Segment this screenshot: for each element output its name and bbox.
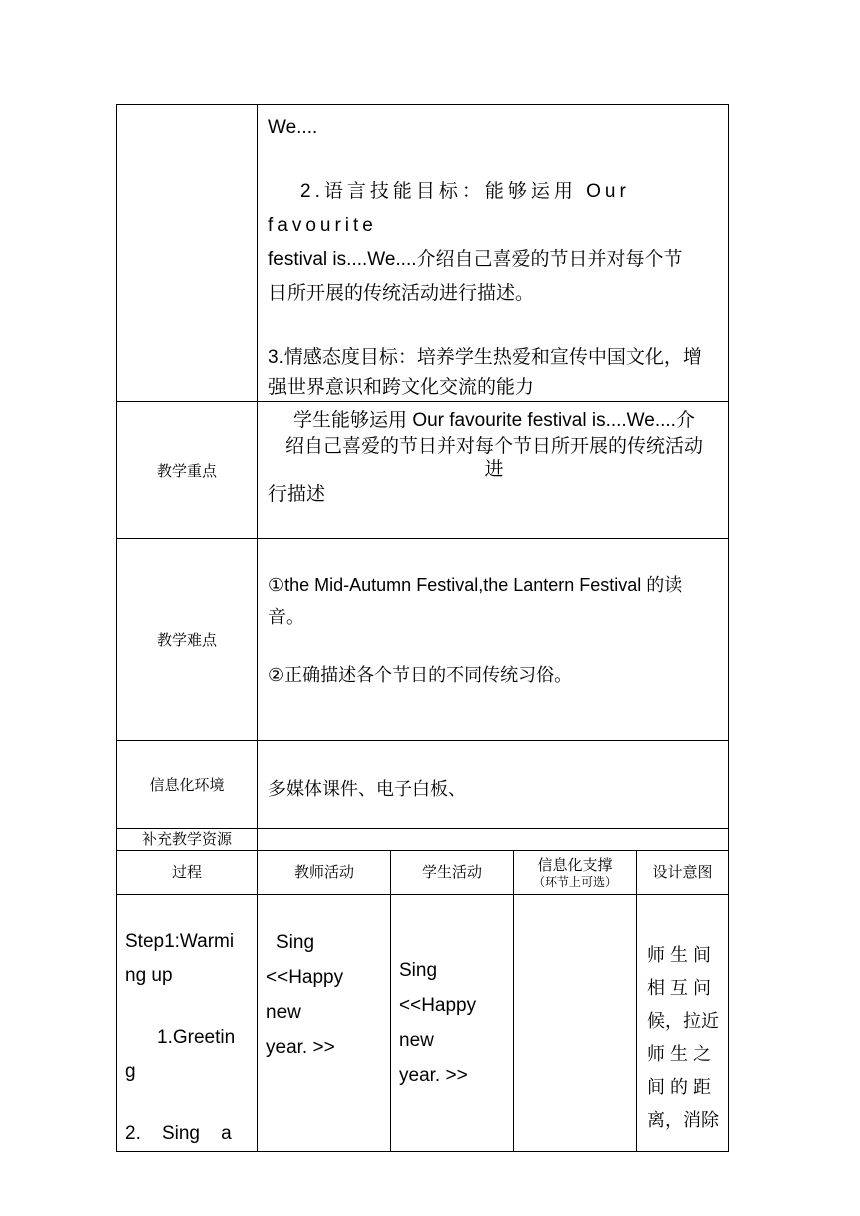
supplementary-label: 补充教学资源: [117, 829, 258, 851]
step-line-4: g: [125, 1061, 136, 1082]
it-environment-label: 信息化环境: [117, 741, 258, 829]
difficult-points-cell: [258, 539, 729, 741]
design-intent-cell: [637, 895, 729, 1152]
emotion-goal-line-2: 强世界意识和跨文化交流的能力: [268, 377, 535, 398]
teacher-line-3: new: [266, 1002, 301, 1023]
supplementary-row: [117, 829, 729, 851]
difficult-points-row: [117, 539, 729, 741]
header-it-support-note: （环节上可选）: [532, 874, 617, 889]
difficult-point-1a: ①the Mid-Autumn Festival,the Lantern Festival 的读: [268, 575, 683, 595]
step-line-1: Step1:Warmi: [125, 931, 235, 952]
process-header-row: [117, 851, 729, 895]
header-it-support-title: 信息化支撑: [537, 856, 613, 874]
teacher-line-2: <<Happy: [266, 967, 344, 988]
teacher-activity-cell: [258, 895, 391, 1152]
objectives-row: [117, 105, 729, 402]
skill-goal-line-3: 日所开展的传统活动进行描述。: [268, 283, 535, 304]
lesson-plan-table: [116, 104, 729, 1152]
teacher-line-4: year. >>: [266, 1037, 335, 1058]
objective-we-line: We....: [268, 117, 318, 138]
header-design-intent: 设计意图: [637, 851, 729, 895]
emotion-goal-line-1: 3.情感态度目标：培养学生热爱和宣传中国文化，增: [268, 347, 702, 368]
difficult-point-1b: 音。: [268, 607, 304, 627]
key-points-line-3: 进: [484, 459, 504, 480]
student-line-4: year. >>: [399, 1065, 468, 1086]
student-line-3: new: [399, 1030, 434, 1051]
key-points-line-1: 学生能够运用 Our favourite festival is....We....介: [293, 410, 695, 431]
it-environment-cell: [258, 741, 729, 829]
process-step-row: [117, 895, 729, 1152]
skill-goal-line-2: festival is....We....介绍自己喜爱的节日并对每个节: [268, 249, 683, 270]
step-cell: [117, 895, 258, 1152]
supplementary-cell: [258, 829, 729, 851]
it-environment-value: 多媒体课件、电子白板、: [268, 778, 466, 799]
key-points-label: 教学重点: [117, 402, 258, 539]
objectives-cell: [258, 105, 729, 402]
design-line-3: 候，拉近: [647, 1011, 719, 1031]
design-line-6: 离，消除: [647, 1110, 719, 1130]
header-student-activity: 学生活动: [391, 851, 514, 895]
key-points-line-2: 绍自己喜爱的节日并对每个节日所开展的传统活动: [284, 436, 703, 457]
header-it-support: [514, 851, 637, 895]
design-line-2: 相 互 问: [647, 978, 712, 998]
student-line-2: <<Happy: [399, 995, 477, 1016]
key-points-line-4: 行描述: [268, 484, 326, 505]
design-line-5: 间 的 距: [647, 1077, 712, 1097]
skill-goal-line-1: 2.语言技能目标：能够运用 Our favourite: [268, 181, 630, 236]
student-activity-cell: [391, 895, 514, 1152]
it-environment-row: [117, 741, 729, 829]
design-line-1: 师 生 间: [647, 945, 712, 965]
design-line-4: 师 生 之: [647, 1044, 712, 1064]
teacher-line-1: Sing: [276, 932, 315, 953]
step-line-5: 2. Sing a: [125, 1123, 232, 1144]
difficult-points-label: 教学难点: [117, 539, 258, 741]
student-line-1: Sing: [399, 960, 438, 981]
step-line-3: 1.Greetin: [157, 1027, 236, 1048]
it-support-cell: [514, 895, 637, 1152]
header-process: 过程: [117, 851, 258, 895]
difficult-point-2: ②正确描述各个节日的不同传统习俗。: [268, 665, 573, 685]
key-points-row: [117, 402, 729, 539]
step-line-2: ng up: [125, 965, 173, 986]
key-points-cell: [258, 402, 729, 539]
objectives-label-cell: [117, 105, 258, 402]
header-teacher-activity: 教师活动: [258, 851, 391, 895]
